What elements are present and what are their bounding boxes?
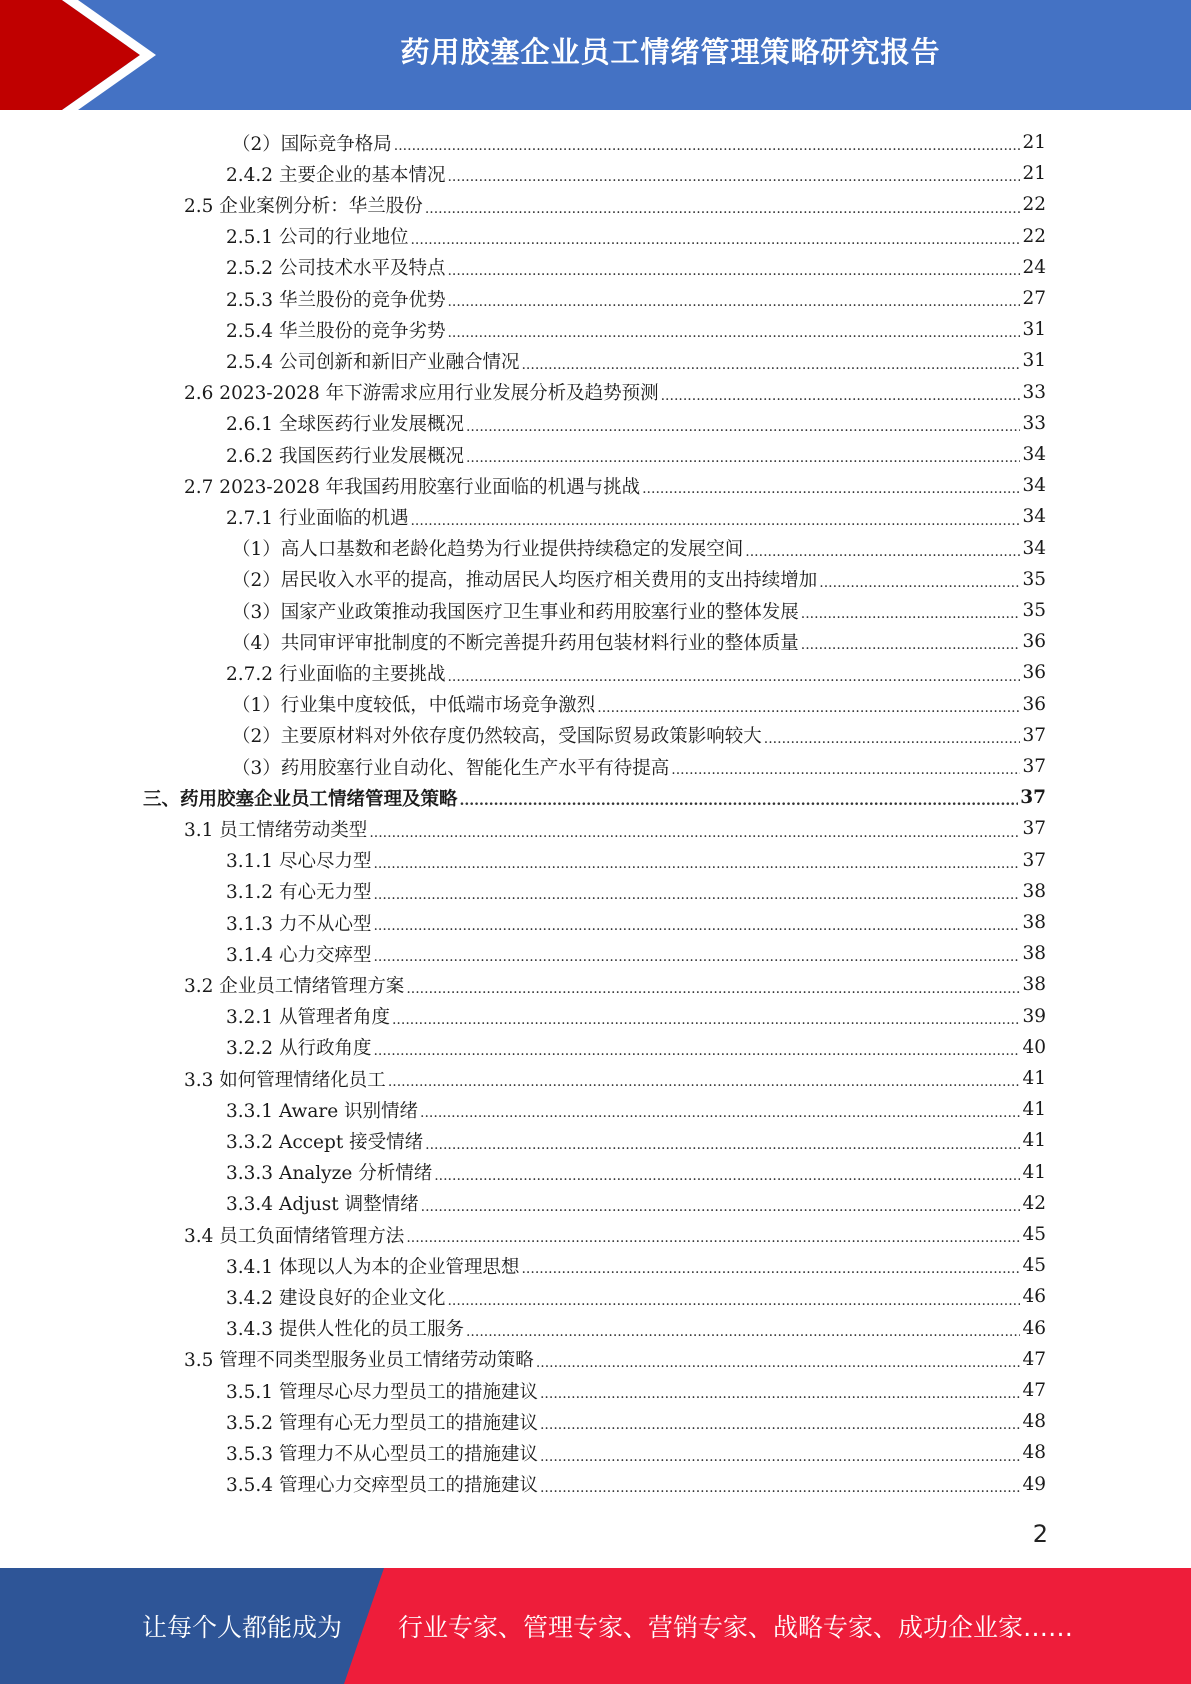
toc-entry-label: 3.5.3 管理力不从心型员工的措施建议 [226, 1443, 538, 1465]
toc-dot-leader [420, 1100, 1020, 1119]
toc-entry[interactable] [232, 533, 1046, 564]
toc-entry-page: 33 [1022, 412, 1046, 434]
toc-entry-label: （2）居民收入水平的提高，推动居民人均医疗相关费用的支出持续增加 [232, 570, 818, 592]
toc-entry[interactable] [226, 1375, 1046, 1406]
toc-entry[interactable] [226, 158, 1046, 189]
toc-entry-page: 46 [1022, 1317, 1046, 1339]
toc-entry[interactable] [226, 345, 1046, 376]
toc-entry-page: 27 [1022, 288, 1046, 309]
toc-entry[interactable] [226, 1125, 1046, 1156]
toc-entry[interactable] [226, 1281, 1046, 1312]
toc-entry-page: 48 [1022, 1411, 1046, 1433]
toc-dot-leader [521, 352, 1020, 371]
toc-entry[interactable] [232, 595, 1046, 626]
toc-entry-label: （1）高人口基数和老龄化趋势为行业提供持续稳定的发展空间 [232, 539, 744, 561]
toc-dot-leader [388, 1069, 1021, 1088]
page-footer [0, 1568, 1191, 1684]
toc-entry-label: 3.3.3 Analyze 分析情绪 [226, 1163, 433, 1185]
toc-entry-page: 36 [1022, 631, 1046, 653]
toc-entry-page: 41 [1022, 1068, 1046, 1089]
toc-entry[interactable] [226, 1032, 1046, 1063]
toc-entry-label: 3.5.1 管理尽心尽力型员工的措施建议 [226, 1381, 538, 1403]
toc-entry-label: 3.3.4 Adjust 调整情绪 [226, 1194, 419, 1216]
toc-entry[interactable] [226, 1094, 1046, 1125]
toc-entry-page: 41 [1022, 1099, 1046, 1121]
toc-entry-label: 3.5.4 管理心力交瘁型员工的措施建议 [226, 1475, 538, 1497]
toc-entry[interactable] [226, 1188, 1046, 1219]
toc-dot-leader [597, 695, 1020, 714]
toc-entry-page: 34 [1022, 475, 1046, 497]
toc-entry-label: （2）主要原材料对外依存度仍然较高，受国际贸易政策影响较大 [232, 726, 762, 748]
toc-entry-page: 37 [1022, 849, 1046, 871]
toc-dot-leader [434, 1163, 1020, 1182]
toc-dot-leader [671, 757, 1020, 776]
toc-dot-leader [447, 258, 1020, 277]
toc-entry-label: 3.2.2 从行政角度 [226, 1038, 372, 1060]
toc-dot-leader [394, 133, 1021, 152]
toc-entry[interactable] [226, 314, 1046, 345]
toc-dot-leader [447, 289, 1020, 308]
toc-entry[interactable] [143, 782, 1046, 813]
toc-entry-page: 34 [1022, 444, 1046, 465]
toc-entry-page: 41 [1022, 1130, 1046, 1152]
toc-dot-leader [540, 1475, 1020, 1494]
toc-entry[interactable] [226, 845, 1046, 876]
toc-entry-label: 3.1.4 心力交瘁型 [226, 944, 372, 966]
toc-entry[interactable] [226, 252, 1046, 283]
toc-entry[interactable] [184, 1344, 1046, 1375]
toc-entry-label: 2.7.2 行业面临的主要挑战 [226, 663, 446, 685]
toc-entry-page: 38 [1022, 880, 1046, 902]
toc-entry[interactable] [184, 470, 1046, 501]
toc-dot-leader [745, 539, 1020, 558]
toc-entry[interactable] [226, 1157, 1046, 1188]
toc-entry-label: 3.3 如何管理情绪化员工 [184, 1069, 386, 1091]
toc-entry-page: 37 [1022, 724, 1046, 746]
toc-entry-page: 21 [1022, 163, 1046, 185]
toc-entry-label: （4）共同审评审批制度的不断完善提升药用包装材料行业的整体质量 [232, 632, 799, 654]
toc-entry-label: 3.1.2 有心无力型 [226, 882, 372, 904]
toc-entry-label: 2.5.1 公司的行业地位 [226, 227, 409, 249]
toc-entry-label: 2.6.1 全球医药行业发展概况 [226, 414, 464, 436]
toc-entry[interactable] [226, 501, 1046, 532]
toc-entry[interactable] [226, 1406, 1046, 1437]
toc-dot-leader [466, 414, 1020, 433]
toc-dot-leader [406, 976, 1020, 995]
toc-entry[interactable] [232, 751, 1046, 782]
toc-dot-leader [421, 1194, 1021, 1213]
toc-entry[interactable] [226, 907, 1046, 938]
toc-entry[interactable] [226, 1469, 1046, 1500]
toc-entry[interactable] [184, 813, 1046, 844]
toc-entry-label: （3）药用胶塞行业自动化、智能化生产水平有待提高 [232, 757, 670, 779]
toc-entry[interactable] [232, 689, 1046, 720]
toc-dot-leader [447, 664, 1020, 683]
toc-dot-leader [642, 476, 1020, 495]
toc-entry-label: 3.1.1 尽心尽力型 [226, 851, 372, 873]
toc-dot-leader [521, 1256, 1020, 1275]
toc-entry-label: 2.5.4 华兰股份的竞争劣势 [226, 320, 446, 342]
toc-entry-label: 2.5 企业案例分析：华兰股份 [184, 195, 423, 217]
toc-entry-label: 3.4.1 体现以人为本的企业管理思想 [226, 1256, 520, 1278]
toc-entry-label: 3.1 员工情绪劳动类型 [184, 819, 368, 841]
toc-entry[interactable] [232, 626, 1046, 657]
toc-dot-leader [406, 1225, 1020, 1244]
page-number: 2 [1032, 1520, 1048, 1548]
toc-entry-label: 2.5.2 公司技术水平及特点 [226, 258, 446, 280]
toc-entry[interactable] [226, 283, 1046, 314]
toc-dot-leader [410, 508, 1020, 527]
toc-entry-label: 3.1.3 力不从心型 [226, 913, 372, 935]
toc-entry[interactable] [226, 1437, 1046, 1468]
toc-entry-label: （3）国家产业政策推动我国医疗卫生事业和药用胶塞行业的整体发展 [232, 601, 799, 623]
toc-entry-page: 46 [1022, 1286, 1046, 1308]
toc-entry[interactable] [226, 876, 1046, 907]
toc-dot-leader [425, 1132, 1020, 1151]
toc-dot-leader [373, 851, 1020, 870]
toc-dot-leader [392, 1007, 1020, 1026]
toc-entry-page: 42 [1022, 1192, 1046, 1214]
toc-entry-page: 38 [1022, 912, 1046, 933]
page-header [0, 0, 1191, 110]
toc-dot-leader [540, 1381, 1020, 1400]
toc-entry-label: 3.3.2 Accept 接受情绪 [226, 1131, 424, 1153]
toc-dot-leader [410, 227, 1020, 246]
toc-entry-label: 3.2 企业员工情绪管理方案 [184, 975, 405, 997]
toc-dot-leader [536, 1350, 1021, 1369]
toc-dot-leader [466, 445, 1020, 464]
toc-entry[interactable] [184, 377, 1046, 408]
toc-dot-leader [540, 1412, 1020, 1431]
toc-entry-page: 40 [1022, 1036, 1046, 1058]
toc-entry-page: 37 [1020, 787, 1046, 809]
toc-dot-leader [801, 632, 1021, 651]
toc-entry[interactable] [226, 938, 1046, 969]
toc-entry-label: 2.6.2 我国医药行业发展概况 [226, 445, 464, 467]
toc-entry-label: 2.5.3 华兰股份的竞争优势 [226, 289, 446, 311]
toc-dot-leader [801, 601, 1021, 620]
toc-entry-page: 31 [1022, 350, 1046, 372]
toc-dot-leader [819, 570, 1020, 589]
toc-entry-label: 3.5.2 管理有心无力型员工的措施建议 [226, 1412, 538, 1434]
toc-entry[interactable] [232, 564, 1046, 595]
toc-entry-page: 34 [1022, 537, 1046, 559]
toc-entry[interactable] [184, 189, 1046, 220]
toc-entry-page: 34 [1022, 506, 1046, 528]
toc-entry[interactable] [232, 127, 1046, 158]
toc-entry-label: 2.7 2023-2028 年我国药用胶塞行业面临的机遇与挑战 [184, 476, 641, 498]
toc-dot-leader [447, 1288, 1020, 1307]
toc-entry-label: 3.3.1 Aware 识别情绪 [226, 1100, 419, 1122]
toc-dot-leader [460, 788, 1019, 807]
toc-entry[interactable] [226, 1313, 1046, 1344]
toc-entry-label: 3.2.1 从管理者角度 [226, 1007, 390, 1029]
toc-dot-leader [369, 820, 1020, 839]
toc-entry-page: 35 [1022, 600, 1046, 621]
toc-dot-leader [373, 882, 1020, 901]
toc-dot-leader [425, 196, 1021, 215]
toc-entry[interactable] [184, 1219, 1046, 1250]
footer-slogan-left: 让每个人都能成为 [142, 1613, 343, 1642]
toc-entry-label: （1）行业集中度较低，中低端市场竞争激烈 [232, 695, 596, 717]
toc-dot-leader [661, 383, 1021, 402]
toc-dot-leader [540, 1444, 1020, 1463]
toc-dot-leader [373, 1038, 1020, 1057]
toc-entry-label: 2.5.4 公司创新和新旧产业融合情况 [226, 351, 520, 373]
chevron-logo-icon [0, 0, 160, 110]
toc-entry-page: 45 [1022, 1224, 1046, 1245]
toc-entry-page: 49 [1022, 1473, 1046, 1495]
toc-entry-label: 3.4 员工负面情绪管理方法 [184, 1225, 405, 1247]
toc-entry-page: 24 [1022, 256, 1046, 278]
toc-entry[interactable] [226, 439, 1046, 470]
toc-entry[interactable] [232, 720, 1046, 751]
toc-entry-page: 38 [1022, 974, 1046, 996]
toc-entry-page: 41 [1022, 1161, 1046, 1183]
toc-dot-leader [447, 320, 1020, 339]
document-title: 药用胶塞企业员工情绪管理策略研究报告 [400, 34, 941, 69]
toc-entry[interactable] [184, 1063, 1046, 1094]
toc-entry-page: 33 [1022, 381, 1046, 403]
toc-entry[interactable] [226, 657, 1046, 688]
toc-entry-page: 22 [1022, 194, 1046, 216]
toc-entry[interactable] [226, 1250, 1046, 1281]
toc-dot-leader [764, 726, 1021, 745]
toc-entry[interactable] [226, 408, 1046, 439]
toc-entry-page: 39 [1022, 1005, 1046, 1027]
toc-entry-label: 2.6 2023-2028 年下游需求应用行业发展分析及趋势预测 [184, 383, 659, 405]
toc-entry-label: 2.7.1 行业面临的机遇 [226, 507, 409, 529]
toc-dot-leader [447, 164, 1020, 183]
toc-entry-page: 37 [1022, 818, 1046, 840]
toc-entry[interactable] [226, 221, 1046, 252]
toc-entry-label: 3.5 管理不同类型服务业员工情绪劳动策略 [184, 1350, 534, 1372]
toc-dot-leader [373, 913, 1020, 932]
toc-entry-page: 36 [1022, 693, 1046, 715]
toc-entry-page: 21 [1022, 132, 1046, 153]
toc-dot-leader [466, 1319, 1020, 1338]
toc-entry-page: 36 [1022, 662, 1046, 684]
footer-slogan-right: 行业专家、管理专家、营销专家、战略专家、成功企业家…… [398, 1613, 1074, 1642]
toc-entry-label: 3.4.3 提供人性化的员工服务 [226, 1319, 464, 1341]
toc-entry-page: 47 [1022, 1380, 1046, 1401]
toc-entry-page: 47 [1022, 1348, 1046, 1370]
toc-entry-page: 22 [1022, 225, 1046, 247]
toc-entry[interactable] [226, 1001, 1046, 1032]
toc-entry[interactable] [184, 969, 1046, 1000]
toc-entry-label: 3.4.2 建设良好的企业文化 [226, 1287, 446, 1309]
toc-entry-page: 37 [1022, 756, 1046, 777]
toc-entry-page: 35 [1022, 568, 1046, 590]
toc-entry-label: 2.4.2 主要企业的基本情况 [226, 164, 446, 186]
toc-entry-label: （2）国际竞争格局 [232, 133, 392, 155]
toc-entry-page: 38 [1022, 943, 1046, 965]
toc-entry-page: 31 [1022, 319, 1046, 341]
toc-dot-leader [373, 944, 1020, 963]
toc-entry-label: 三、药用胶塞企业员工情绪管理及策略 [143, 788, 458, 810]
toc-entry-page: 48 [1022, 1442, 1046, 1464]
toc-entry-page: 45 [1022, 1255, 1046, 1277]
